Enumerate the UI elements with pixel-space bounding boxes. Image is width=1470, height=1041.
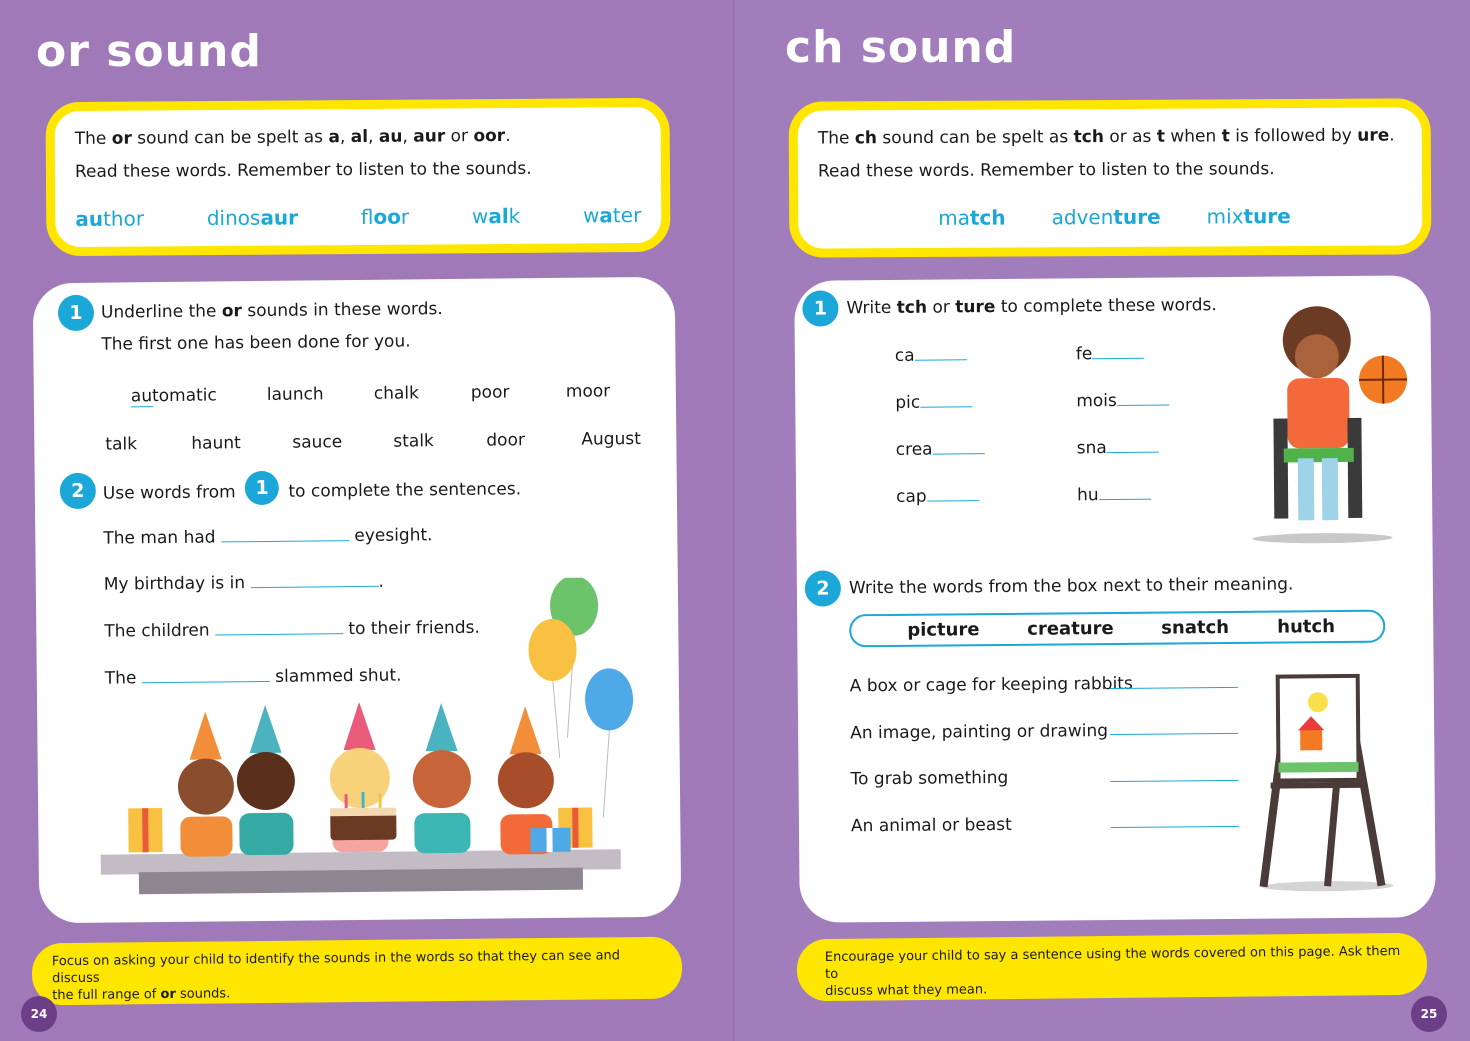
activity-number-badge: 1 xyxy=(802,290,838,326)
activity-card xyxy=(33,277,682,924)
word-item: chalk xyxy=(373,383,420,404)
child-figure xyxy=(236,705,296,856)
intro-line-2: Read these words. Remember to listen to the sounds. xyxy=(817,159,1275,182)
example-words xyxy=(75,203,641,231)
answer-blank[interactable] xyxy=(1110,767,1238,782)
activity1-instruction: Write tch or ture to complete these words. xyxy=(846,295,1217,319)
word-item: poor xyxy=(470,382,510,403)
word-item: haunt xyxy=(191,433,241,454)
word-stem: fe xyxy=(1076,344,1145,365)
sentence-2: My birthday is in . xyxy=(103,571,384,595)
word-item: talk xyxy=(105,434,138,455)
word-item: door xyxy=(486,430,526,451)
sentence-3: The children to their friends. xyxy=(104,617,480,642)
answer-blank[interactable] xyxy=(920,393,972,407)
example-word: dinosaur xyxy=(206,205,299,231)
answer-blank[interactable] xyxy=(221,527,349,542)
word-automatic: automatic xyxy=(130,385,217,407)
intro-box xyxy=(45,98,670,256)
word-stem: pic xyxy=(895,392,972,413)
meaning-4: An animal or beast xyxy=(850,814,1012,837)
answer-blank[interactable] xyxy=(1110,720,1238,735)
intro-box xyxy=(789,98,1432,257)
word-stem: ca xyxy=(895,345,967,366)
word-stem: sna xyxy=(1077,438,1159,459)
example-word: floor xyxy=(360,204,410,229)
word-item: launch xyxy=(266,384,324,405)
meaning-2: An image, painting or drawing xyxy=(850,721,1109,744)
page-title: or sound xyxy=(36,26,262,77)
page-number: 25 xyxy=(1411,996,1447,1032)
parent-tip: Encourage your child to say a sentence using the words covered on this page. Ask them to discuss what they mean. xyxy=(797,933,1428,1002)
example-word: match xyxy=(938,205,1006,230)
activity1-note: The first one has been done for you. xyxy=(101,331,411,355)
activity-ref-badge: 1 xyxy=(245,471,279,505)
example-word: adventure xyxy=(1051,204,1161,230)
activity-number-badge: 1 xyxy=(58,295,94,331)
page-title: ch sound xyxy=(785,22,1017,73)
answer-blank[interactable] xyxy=(1092,345,1144,359)
answer-blank[interactable] xyxy=(1111,813,1239,828)
easel-illustration xyxy=(1248,664,1400,895)
answer-blank[interactable] xyxy=(932,440,984,454)
word-item: August xyxy=(581,429,641,450)
word-stem: mois xyxy=(1076,391,1169,412)
answer-blank[interactable] xyxy=(1099,486,1151,500)
activity2-instruction: Use words from 1 to complete the sentences. xyxy=(103,476,521,506)
right-page xyxy=(735,0,1470,1041)
word-stem: crea xyxy=(896,439,985,460)
page-number: 24 xyxy=(21,996,57,1032)
child-wheelchair-illustration xyxy=(1242,297,1414,548)
word-item: moor xyxy=(565,381,611,402)
intro-line-1: The ch sound can be spelt as tch or as t when t is followed by ure. xyxy=(817,125,1395,149)
sentence-4: The slammed shut. xyxy=(104,665,402,689)
intro-line-1: The or sound can be spelt as a, al, au, aur or oor. xyxy=(74,125,511,149)
activity2-instruction: Write the words from the box next to their meaning. xyxy=(848,574,1294,599)
answer-blank[interactable] xyxy=(927,487,979,501)
present-icon xyxy=(530,828,570,852)
box-word: snatch xyxy=(1161,617,1230,639)
word-item: sauce xyxy=(292,432,343,453)
answer-blank[interactable] xyxy=(915,346,967,360)
meaning-3: To grab something xyxy=(850,767,1009,790)
example-words xyxy=(938,203,1402,229)
sentence-1: The man had eyesight. xyxy=(103,525,433,549)
example-word: walk xyxy=(471,203,521,229)
word-stem: cap xyxy=(896,486,979,507)
activity-number-badge: 2 xyxy=(60,473,96,509)
word-item: stalk xyxy=(393,431,434,452)
answer-blank[interactable] xyxy=(1107,439,1159,453)
example-word: author xyxy=(75,206,145,231)
meaning-1: A box or cage for keeping rabbits xyxy=(849,673,1133,697)
child-figure xyxy=(412,703,472,854)
example-word: mixture xyxy=(1206,204,1291,229)
child-figure xyxy=(177,711,235,857)
answer-blank[interactable] xyxy=(1110,674,1238,689)
box-word: picture xyxy=(907,619,980,641)
box-word: hutch xyxy=(1277,616,1336,638)
activity1-instruction: Underline the or sounds in these words. xyxy=(100,299,443,323)
balloon-icon xyxy=(585,668,635,817)
word-box xyxy=(849,610,1385,648)
example-word: water xyxy=(582,203,642,228)
birthday-party-illustration xyxy=(96,577,639,903)
intro-line-2: Read these words. Remember to listen to the sounds. xyxy=(74,158,532,182)
parent-tip: Focus on asking your child to identify the sounds in the words so that they can see and discuss the full range of or sounds. xyxy=(32,937,683,1006)
activity-number-badge: 2 xyxy=(805,570,841,606)
present-icon xyxy=(128,808,162,852)
word-stem: hu xyxy=(1077,485,1151,506)
answer-blank[interactable] xyxy=(1117,392,1169,406)
box-word: creature xyxy=(1027,618,1114,640)
basketball-icon xyxy=(1359,355,1407,403)
activity-card xyxy=(794,275,1436,923)
